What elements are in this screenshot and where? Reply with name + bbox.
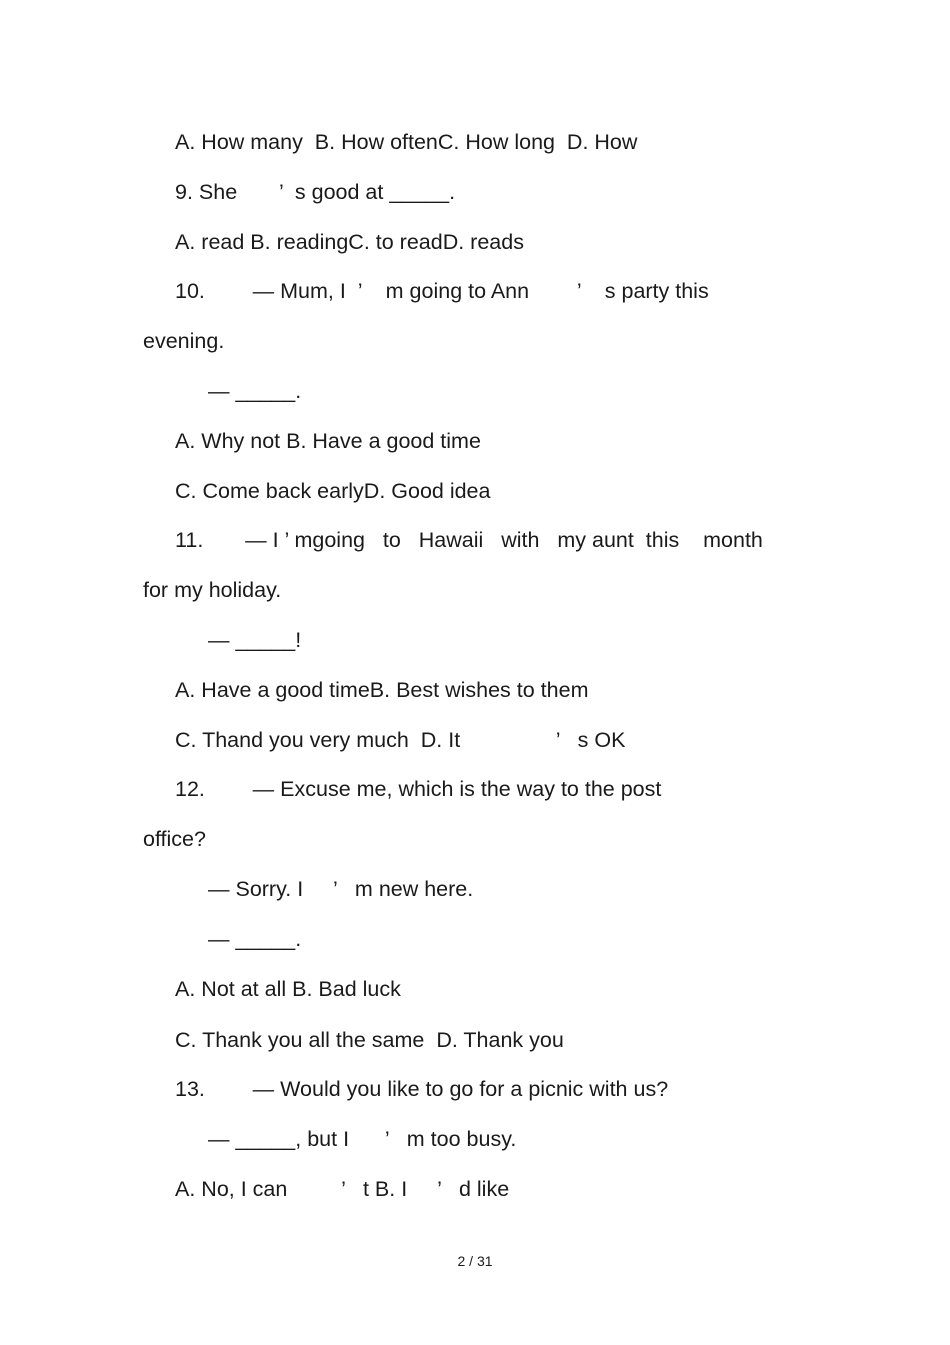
- question-10-continuation: evening.: [143, 329, 225, 353]
- question-12: 12. — Excuse me, which is the way to the post: [175, 777, 662, 801]
- question-11-continuation: for my holiday.: [143, 578, 282, 602]
- question-13-response: — _____, but I ’ m too busy.: [208, 1127, 517, 1151]
- question-12-response: — _____.: [208, 927, 302, 951]
- answer-options-q12-cd: C. Thank you all the same D. Thank you: [175, 1028, 564, 1052]
- question-11: 11. — I ’ mgoing to Hawaii with my aunt this month: [175, 528, 763, 552]
- question-13: 13. — Would you like to go for a picnic with us?: [175, 1077, 669, 1101]
- question-12-reply: — Sorry. I ’ m new here.: [208, 877, 474, 901]
- page-indicator: 2 / 31: [457, 1253, 493, 1269]
- question-10: 10. — Mum, I ’ m going to Ann ’ s party this: [175, 279, 709, 303]
- answer-options-q13-ab: A. No, I can ’ t B. I ’ d like: [175, 1177, 510, 1201]
- answer-options-q9: A. read B. readingC. to readD. reads: [175, 230, 524, 254]
- answer-options-q8: A. How many B. How oftenC. How long D. How: [175, 130, 638, 154]
- question-11-response: — _____!: [208, 628, 302, 652]
- answer-options-q11-cd: C. Thand you very much D. It ’ s OK: [175, 728, 626, 752]
- answer-options-q10-ab: A. Why not B. Have a good time: [175, 429, 481, 453]
- question-10-response: — _____.: [208, 379, 302, 403]
- answer-options-q10-cd: C. Come back earlyD. Good idea: [175, 479, 491, 503]
- question-9: 9. She ’ s good at _____.: [175, 180, 456, 204]
- answer-options-q11-ab: A. Have a good timeB. Best wishes to them: [175, 678, 589, 702]
- question-12-continuation: office?: [143, 827, 206, 851]
- answer-options-q12-ab: A. Not at all B. Bad luck: [175, 977, 401, 1001]
